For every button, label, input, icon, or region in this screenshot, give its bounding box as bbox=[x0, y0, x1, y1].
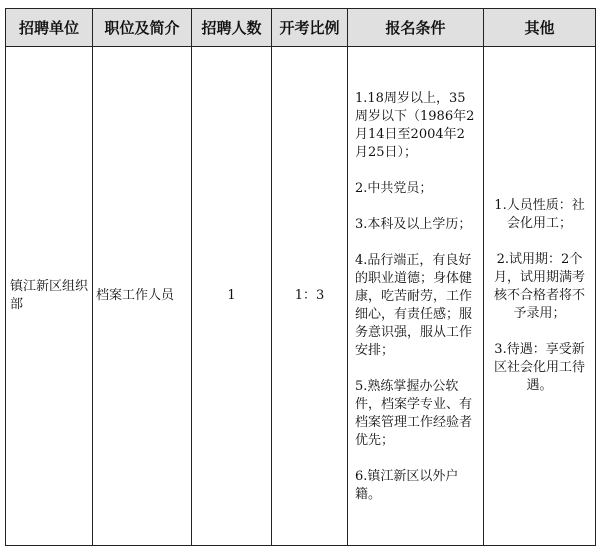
header-other: 其他 bbox=[484, 9, 596, 47]
cell-count: 1 bbox=[192, 47, 272, 546]
other-item: 3.待遇：享受新区社会化用工待遇。 bbox=[493, 342, 585, 393]
other-item: 2.试用期：2个月，试用期满考核不合格者将不予录用； bbox=[493, 252, 585, 321]
condition-item: 3.本科及以上学历； bbox=[355, 217, 472, 232]
recruitment-table bbox=[5, 8, 596, 546]
condition-item: 5.熟练掌握办公软件，档案学专业、有档案管理工作经验者优先； bbox=[355, 379, 473, 448]
table-row bbox=[6, 47, 596, 546]
header-position: 职位及简介 bbox=[93, 9, 192, 47]
header-ratio: 开考比例 bbox=[272, 9, 348, 47]
condition-item: 4.品行端正，有良好的职业道德；身体健康，吃苦耐劳，工作细心，有责任感；服务意识强，服从工作安排； bbox=[355, 253, 473, 358]
cell-ratio: 1：3 bbox=[272, 47, 348, 546]
other-item: 1.人员性质：社会化用工； bbox=[494, 198, 585, 231]
cell-other bbox=[484, 47, 596, 546]
cell-conditions bbox=[348, 47, 484, 546]
condition-item: 6.镇江新区以外户籍。 bbox=[355, 469, 459, 502]
cell-unit: 镇江新区组织部 bbox=[6, 47, 93, 546]
header-unit: 招聘单位 bbox=[6, 9, 93, 47]
condition-item: 2.中共党员； bbox=[355, 181, 433, 196]
condition-item: 1.18周岁以上，35周岁以下（1986年2月14日至2004年2月25日）； bbox=[355, 91, 475, 160]
header-count: 招聘人数 bbox=[192, 9, 272, 47]
header-row bbox=[6, 9, 596, 47]
cell-position: 档案工作人员 bbox=[93, 47, 192, 546]
header-conditions: 报名条件 bbox=[348, 9, 484, 47]
